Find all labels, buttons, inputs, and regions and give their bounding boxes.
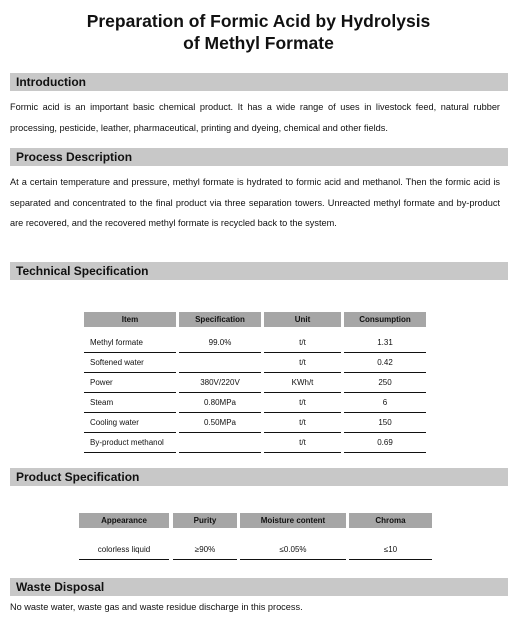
table-cell: t/t bbox=[264, 353, 341, 373]
table-cell: ≤0.05% bbox=[240, 540, 346, 560]
table-cell: By-product methanol bbox=[84, 433, 176, 453]
product-heading: Product Specification bbox=[10, 468, 508, 486]
table-header-cell: Item bbox=[84, 312, 176, 327]
page-title bbox=[0, 10, 517, 54]
table-header-cell: Unit bbox=[264, 312, 341, 327]
title-line-2: of Methyl Formate bbox=[183, 33, 334, 53]
technical-spec-table bbox=[84, 312, 426, 452]
process-text: At a certain temperature and pressure, methyl formate is hydrated to formic acid and methanol. Then the formic acid is separated and concentrated to the final product via three separation towers. Unreacted methyl formate and by-product are recovered, and the recovered methyl formate is recycled back to the system. bbox=[10, 177, 500, 228]
table-cell: Cooling water bbox=[84, 413, 176, 433]
table-cell bbox=[179, 353, 261, 373]
table-cell: 0.50MPa bbox=[179, 413, 261, 433]
table-cell: KWh/t bbox=[264, 373, 341, 393]
table-header-cell: Consumption bbox=[344, 312, 426, 327]
introduction-text: Formic acid is an important basic chemical product. It has a wide range of uses in livestock feed, natural rubber processing, pesticide, leather, pharmaceutical, printing and dyeing, chemical and other fields. bbox=[10, 102, 500, 133]
table-cell: 150 bbox=[344, 413, 426, 433]
introduction-heading: Introduction bbox=[10, 73, 508, 91]
table-header-cell: Specification bbox=[179, 312, 261, 327]
product-spec-table bbox=[79, 513, 432, 561]
table-cell: colorless liquid bbox=[79, 540, 169, 560]
table-cell: Softened water bbox=[84, 353, 176, 373]
table-cell: 250 bbox=[344, 373, 426, 393]
waste-text: No waste water, waste gas and waste residue discharge in this process. bbox=[10, 602, 303, 612]
technical-heading: Technical Specification bbox=[10, 262, 508, 280]
table-cell: Power bbox=[84, 373, 176, 393]
table-cell: Methyl formate bbox=[84, 333, 176, 353]
table-cell: t/t bbox=[264, 433, 341, 453]
table-cell: 380V/220V bbox=[179, 373, 261, 393]
process-heading: Process Description bbox=[10, 148, 508, 166]
table-cell: t/t bbox=[264, 333, 341, 353]
table-cell: 0.42 bbox=[344, 353, 426, 373]
title-line-1: Preparation of Formic Acid by Hydrolysis bbox=[86, 11, 431, 31]
table-cell: Steam bbox=[84, 393, 176, 413]
table-cell: t/t bbox=[264, 413, 341, 433]
table-header-cell: Appearance bbox=[79, 513, 169, 528]
table-cell: ≤10 bbox=[349, 540, 432, 560]
table-header-cell: Purity bbox=[173, 513, 237, 528]
table-cell bbox=[179, 433, 261, 453]
waste-heading: Waste Disposal bbox=[10, 578, 508, 596]
table-cell: 6 bbox=[344, 393, 426, 413]
table-cell: 0.80MPa bbox=[179, 393, 261, 413]
table-cell: t/t bbox=[264, 393, 341, 413]
table-header-cell: Moisture content bbox=[240, 513, 346, 528]
table-cell: 0.69 bbox=[344, 433, 426, 453]
table-cell: 1.31 bbox=[344, 333, 426, 353]
table-cell: ≥90% bbox=[173, 540, 237, 560]
table-header-cell: Chroma bbox=[349, 513, 432, 528]
table-cell: 99.0% bbox=[179, 333, 261, 353]
